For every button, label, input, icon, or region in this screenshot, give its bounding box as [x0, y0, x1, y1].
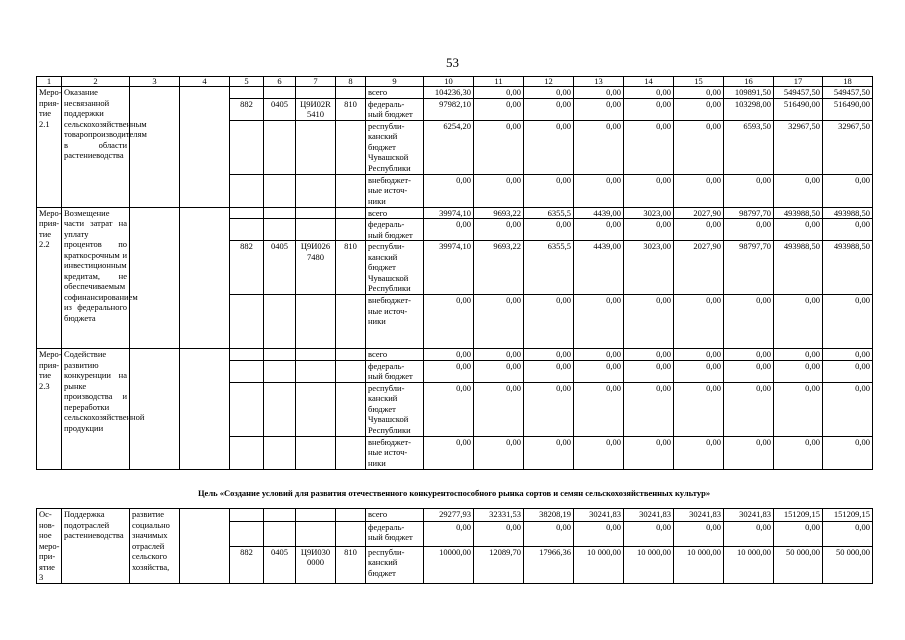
section-code	[264, 174, 296, 207]
target-article-code	[296, 436, 336, 469]
column-number: 1	[37, 77, 62, 87]
amount-cell: 0,00	[424, 219, 474, 241]
amount-cell: 0,00	[624, 436, 674, 469]
amount-cell: 0,00	[624, 360, 674, 382]
amount-cell: 0,00	[574, 436, 624, 469]
amount-cell: 12089,70	[474, 546, 524, 583]
column-number: 8	[336, 77, 366, 87]
budget-table	[36, 76, 873, 470]
amount-cell: 6254,20	[424, 120, 474, 174]
amount-cell: 6355,5	[524, 207, 574, 219]
expense-type-code	[336, 509, 366, 522]
header-row	[37, 77, 873, 87]
grbs-code	[230, 521, 264, 546]
funding-source: федераль- ный бюджет	[366, 219, 424, 241]
column-number: 5	[230, 77, 264, 87]
amount-cell: 0,00	[474, 219, 524, 241]
section-code	[264, 509, 296, 522]
amount-cell: 32967,50	[823, 120, 873, 174]
amount-cell: 0,00	[624, 87, 674, 99]
amount-cell: 50 000,00	[823, 546, 873, 583]
amount-cell: 0,00	[424, 349, 474, 361]
amount-cell: 0,00	[674, 521, 724, 546]
amount-cell: 0,00	[774, 521, 823, 546]
target-article-code	[296, 360, 336, 382]
grbs-code	[230, 436, 264, 469]
expense-type-code	[336, 219, 366, 241]
section-code: 0405	[264, 241, 296, 295]
amount-cell: 0,00	[624, 98, 674, 120]
amount-cell: 0,00	[724, 219, 774, 241]
amount-cell: 30241,83	[724, 509, 774, 522]
expense-type-code	[336, 174, 366, 207]
grbs-code: 882	[230, 241, 264, 295]
amount-cell: 493988,50	[823, 207, 873, 219]
amount-cell: 0,00	[524, 120, 574, 174]
section-code	[264, 360, 296, 382]
budget-table-continued	[36, 508, 873, 584]
amount-cell: 0,00	[624, 174, 674, 207]
amount-cell: 516490,00	[823, 98, 873, 120]
amount-cell: 0,00	[724, 295, 774, 349]
expense-type-code	[336, 207, 366, 219]
amount-cell: 0,00	[823, 174, 873, 207]
amount-cell: 30241,83	[574, 509, 624, 522]
expense-type-code	[336, 87, 366, 99]
funding-source: республи- канский бюджет	[366, 546, 424, 583]
amount-cell: 0,00	[474, 174, 524, 207]
expense-type-code	[336, 360, 366, 382]
funding-source: республи- канский бюджет Чувашской Республики	[366, 382, 424, 436]
amount-cell: 549457,50	[823, 87, 873, 99]
amount-cell: 104236,30	[424, 87, 474, 99]
amount-cell: 10 000,00	[674, 546, 724, 583]
amount-cell: 0,00	[624, 120, 674, 174]
amount-cell: 0,00	[474, 120, 524, 174]
amount-cell: 0,00	[574, 174, 624, 207]
amount-cell: 0,00	[574, 349, 624, 361]
target-article-code	[296, 349, 336, 361]
column-number: 16	[724, 77, 774, 87]
grbs-code	[230, 207, 264, 219]
amount-cell: 0,00	[724, 382, 774, 436]
amount-cell: 2027,90	[674, 241, 724, 295]
funding-source: всего	[366, 207, 424, 219]
table-row	[37, 349, 873, 361]
amount-cell: 0,00	[524, 174, 574, 207]
amount-cell: 30241,83	[624, 509, 674, 522]
funding-source: республи- канский бюджет Чувашской Республики	[366, 241, 424, 295]
target-indicator	[130, 207, 180, 349]
column-number: 12	[524, 77, 574, 87]
target-indicator	[130, 349, 180, 470]
amount-cell: 0,00	[574, 521, 624, 546]
amount-cell: 0,00	[474, 521, 524, 546]
amount-cell: 0,00	[674, 349, 724, 361]
grbs-code	[230, 174, 264, 207]
amount-cell: 0,00	[424, 382, 474, 436]
amount-cell: 6355,5	[524, 241, 574, 295]
column-number: 10	[424, 77, 474, 87]
funding-source: федераль- ный бюджет	[366, 360, 424, 382]
amount-cell: 0,00	[823, 521, 873, 546]
amount-cell: 493988,50	[774, 241, 823, 295]
column-number: 11	[474, 77, 524, 87]
indicator-cell	[180, 509, 230, 584]
column-number: 6	[264, 77, 296, 87]
section-code	[264, 219, 296, 241]
amount-cell: 2027,90	[674, 207, 724, 219]
page-number: 53	[446, 55, 459, 70]
expense-type-code	[336, 382, 366, 436]
amount-cell: 151209,15	[774, 509, 823, 522]
amount-cell: 0,00	[674, 87, 724, 99]
amount-cell: 493988,50	[823, 241, 873, 295]
amount-cell: 109891,50	[724, 87, 774, 99]
target-indicator: развитие социально значимых отраслей сельского хозяйства,	[130, 509, 180, 584]
amount-cell: 549457,50	[774, 87, 823, 99]
amount-cell: 0,00	[524, 87, 574, 99]
amount-cell: 0,00	[474, 295, 524, 349]
grbs-code	[230, 349, 264, 361]
section-code	[264, 120, 296, 174]
amount-cell: 0,00	[574, 120, 624, 174]
amount-cell: 0,00	[524, 360, 574, 382]
expense-type-code: 810	[336, 98, 366, 120]
amount-cell: 0,00	[524, 98, 574, 120]
amount-cell: 0,00	[524, 521, 574, 546]
section-code: 0405	[264, 98, 296, 120]
amount-cell: 0,00	[774, 349, 823, 361]
funding-source: внебюджет- ные источ- ники	[366, 436, 424, 469]
funding-source: внебюджет- ные источ- ники	[366, 174, 424, 207]
column-number: 13	[574, 77, 624, 87]
amount-cell: 0,00	[823, 436, 873, 469]
amount-cell: 97982,10	[424, 98, 474, 120]
target-article-code	[296, 87, 336, 99]
funding-source: всего	[366, 509, 424, 522]
amount-cell: 151209,15	[823, 509, 873, 522]
amount-cell: 38208,19	[524, 509, 574, 522]
amount-cell: 3023,00	[624, 207, 674, 219]
funding-source: республи- канский бюджет Чувашской Республики	[366, 120, 424, 174]
grbs-code	[230, 295, 264, 349]
amount-cell: 0,00	[474, 360, 524, 382]
column-number: 14	[624, 77, 674, 87]
amount-cell: 0,00	[674, 174, 724, 207]
amount-cell: 0,00	[524, 436, 574, 469]
measure-label: Меро- прия- тие 2.2	[37, 207, 62, 349]
funding-source: внебюджет- ные источ- ники	[366, 295, 424, 349]
amount-cell: 0,00	[823, 382, 873, 436]
amount-cell: 0,00	[474, 349, 524, 361]
amount-cell: 0,00	[474, 87, 524, 99]
target-article-code	[296, 295, 336, 349]
column-number: 18	[823, 77, 873, 87]
expense-type-code	[336, 295, 366, 349]
target-article-code	[296, 120, 336, 174]
funding-source: федераль- ный бюджет	[366, 521, 424, 546]
table-row	[37, 509, 873, 522]
section-code	[264, 295, 296, 349]
grbs-code	[230, 360, 264, 382]
target-article-code: Ц9И030 0000	[296, 546, 336, 583]
amount-cell: 0,00	[474, 382, 524, 436]
target-article-code	[296, 382, 336, 436]
expense-type-code	[336, 521, 366, 546]
target-article-code: Ц9И026 7480	[296, 241, 336, 295]
measure-name: Возмещение части затрат на уплату процентов по краткосрочным и инвестиционным кредитам, не обеспечиваемым софинансированием из федерального бюджета	[62, 207, 130, 349]
amount-cell: 0,00	[524, 295, 574, 349]
measure-name: Оказание несвязанной поддержки сельскохозяйственным товаропроизводителям в области растениеводства	[62, 87, 130, 208]
amount-cell: 0,00	[424, 436, 474, 469]
amount-cell: 0,00	[424, 174, 474, 207]
amount-cell: 0,00	[574, 295, 624, 349]
target-article-code	[296, 207, 336, 219]
funding-source: всего	[366, 87, 424, 99]
column-number: 4	[180, 77, 230, 87]
column-number: 9	[366, 77, 424, 87]
amount-cell: 0,00	[624, 295, 674, 349]
column-number: 3	[130, 77, 180, 87]
expense-type-code	[336, 436, 366, 469]
amount-cell: 493988,50	[774, 207, 823, 219]
section-code	[264, 521, 296, 546]
table-row	[37, 207, 873, 219]
indicator-cell	[180, 349, 230, 470]
amount-cell: 0,00	[574, 360, 624, 382]
amount-cell: 0,00	[674, 382, 724, 436]
section-code	[264, 87, 296, 99]
funding-source: всего	[366, 349, 424, 361]
target-article-code	[296, 509, 336, 522]
grbs-code	[230, 219, 264, 241]
amount-cell: 4439,00	[574, 241, 624, 295]
section-code	[264, 207, 296, 219]
section-code	[264, 349, 296, 361]
amount-cell: 0,00	[574, 382, 624, 436]
expense-type-code	[336, 349, 366, 361]
column-number: 2	[62, 77, 130, 87]
amount-cell: 0,00	[474, 98, 524, 120]
amount-cell: 0,00	[424, 521, 474, 546]
amount-cell: 0,00	[574, 219, 624, 241]
indicator-cell	[180, 207, 230, 349]
amount-cell: 0,00	[724, 521, 774, 546]
grbs-code: 882	[230, 98, 264, 120]
amount-cell: 0,00	[823, 219, 873, 241]
amount-cell: 98797,70	[724, 207, 774, 219]
expense-type-code	[336, 120, 366, 174]
expense-type-code: 810	[336, 241, 366, 295]
funding-source: федераль- ный бюджет	[366, 98, 424, 120]
section-code: 0405	[264, 546, 296, 583]
goal-heading: Цель «Создание условий для развития отечественного конкурентоспособного рынка сортов и семян сельскохозяйственных культур»	[197, 488, 711, 498]
amount-cell: 0,00	[674, 98, 724, 120]
amount-cell: 32331,53	[474, 509, 524, 522]
amount-cell: 0,00	[624, 219, 674, 241]
grbs-code	[230, 87, 264, 99]
amount-cell: 0,00	[624, 382, 674, 436]
amount-cell: 0,00	[674, 436, 724, 469]
amount-cell: 516490,00	[774, 98, 823, 120]
amount-cell: 0,00	[774, 360, 823, 382]
amount-cell: 0,00	[624, 521, 674, 546]
amount-cell: 32967,50	[774, 120, 823, 174]
amount-cell: 10 000,00	[574, 546, 624, 583]
column-number: 7	[296, 77, 336, 87]
amount-cell: 0,00	[823, 360, 873, 382]
amount-cell: 30241,83	[674, 509, 724, 522]
amount-cell: 0,00	[674, 219, 724, 241]
amount-cell: 0,00	[823, 295, 873, 349]
amount-cell: 103298,00	[724, 98, 774, 120]
amount-cell: 0,00	[574, 87, 624, 99]
amount-cell: 6593,50	[724, 120, 774, 174]
measure-label: Меро- прия- тие 2.3	[37, 349, 62, 470]
column-number: 15	[674, 77, 724, 87]
target-indicator	[130, 87, 180, 208]
amount-cell: 0,00	[674, 360, 724, 382]
amount-cell: 0,00	[674, 295, 724, 349]
amount-cell: 0,00	[524, 382, 574, 436]
amount-cell: 0,00	[674, 120, 724, 174]
target-article-code	[296, 219, 336, 241]
expense-type-code: 810	[336, 546, 366, 583]
amount-cell: 39974,10	[424, 207, 474, 219]
column-number: 17	[774, 77, 823, 87]
amount-cell: 0,00	[774, 219, 823, 241]
amount-cell: 39974,10	[424, 241, 474, 295]
grbs-code: 882	[230, 546, 264, 583]
amount-cell: 10 000,00	[724, 546, 774, 583]
amount-cell: 0,00	[524, 349, 574, 361]
target-article-code	[296, 521, 336, 546]
amount-cell: 0,00	[474, 436, 524, 469]
amount-cell: 0,00	[424, 360, 474, 382]
amount-cell: 98797,70	[724, 241, 774, 295]
amount-cell: 0,00	[624, 349, 674, 361]
amount-cell: 29277,93	[424, 509, 474, 522]
amount-cell: 3023,00	[624, 241, 674, 295]
amount-cell: 0,00	[724, 349, 774, 361]
measure-name: Поддержка подотраслей растениеводства	[62, 509, 130, 584]
target-article-code: Ц9И02R 5410	[296, 98, 336, 120]
amount-cell: 10 000,00	[624, 546, 674, 583]
amount-cell: 0,00	[774, 295, 823, 349]
measure-label: Меро- прия- тие 2.1	[37, 87, 62, 208]
indicator-cell	[180, 87, 230, 208]
amount-cell: 0,00	[724, 436, 774, 469]
amount-cell: 0,00	[424, 295, 474, 349]
amount-cell: 4439,00	[574, 207, 624, 219]
measure-label: Ос- нов- ное меро- при- ятие 3	[37, 509, 62, 584]
amount-cell: 0,00	[774, 436, 823, 469]
amount-cell: 0,00	[774, 174, 823, 207]
amount-cell: 0,00	[774, 382, 823, 436]
amount-cell: 9693,22	[474, 241, 524, 295]
grbs-code	[230, 509, 264, 522]
amount-cell: 50 000,00	[774, 546, 823, 583]
amount-cell: 0,00	[724, 174, 774, 207]
grbs-code	[230, 382, 264, 436]
amount-cell: 0,00	[574, 98, 624, 120]
amount-cell: 0,00	[724, 360, 774, 382]
amount-cell: 17966,36	[524, 546, 574, 583]
amount-cell: 0,00	[823, 349, 873, 361]
measure-name: Содействие развитию конкуренции на рынке производства и переработки сельскохозяйственной продукции	[62, 349, 130, 470]
target-article-code	[296, 174, 336, 207]
amount-cell: 0,00	[524, 219, 574, 241]
table-row	[37, 87, 873, 99]
amount-cell: 10000,00	[424, 546, 474, 583]
section-code	[264, 436, 296, 469]
amount-cell: 9693,22	[474, 207, 524, 219]
grbs-code	[230, 120, 264, 174]
section-code	[264, 382, 296, 436]
